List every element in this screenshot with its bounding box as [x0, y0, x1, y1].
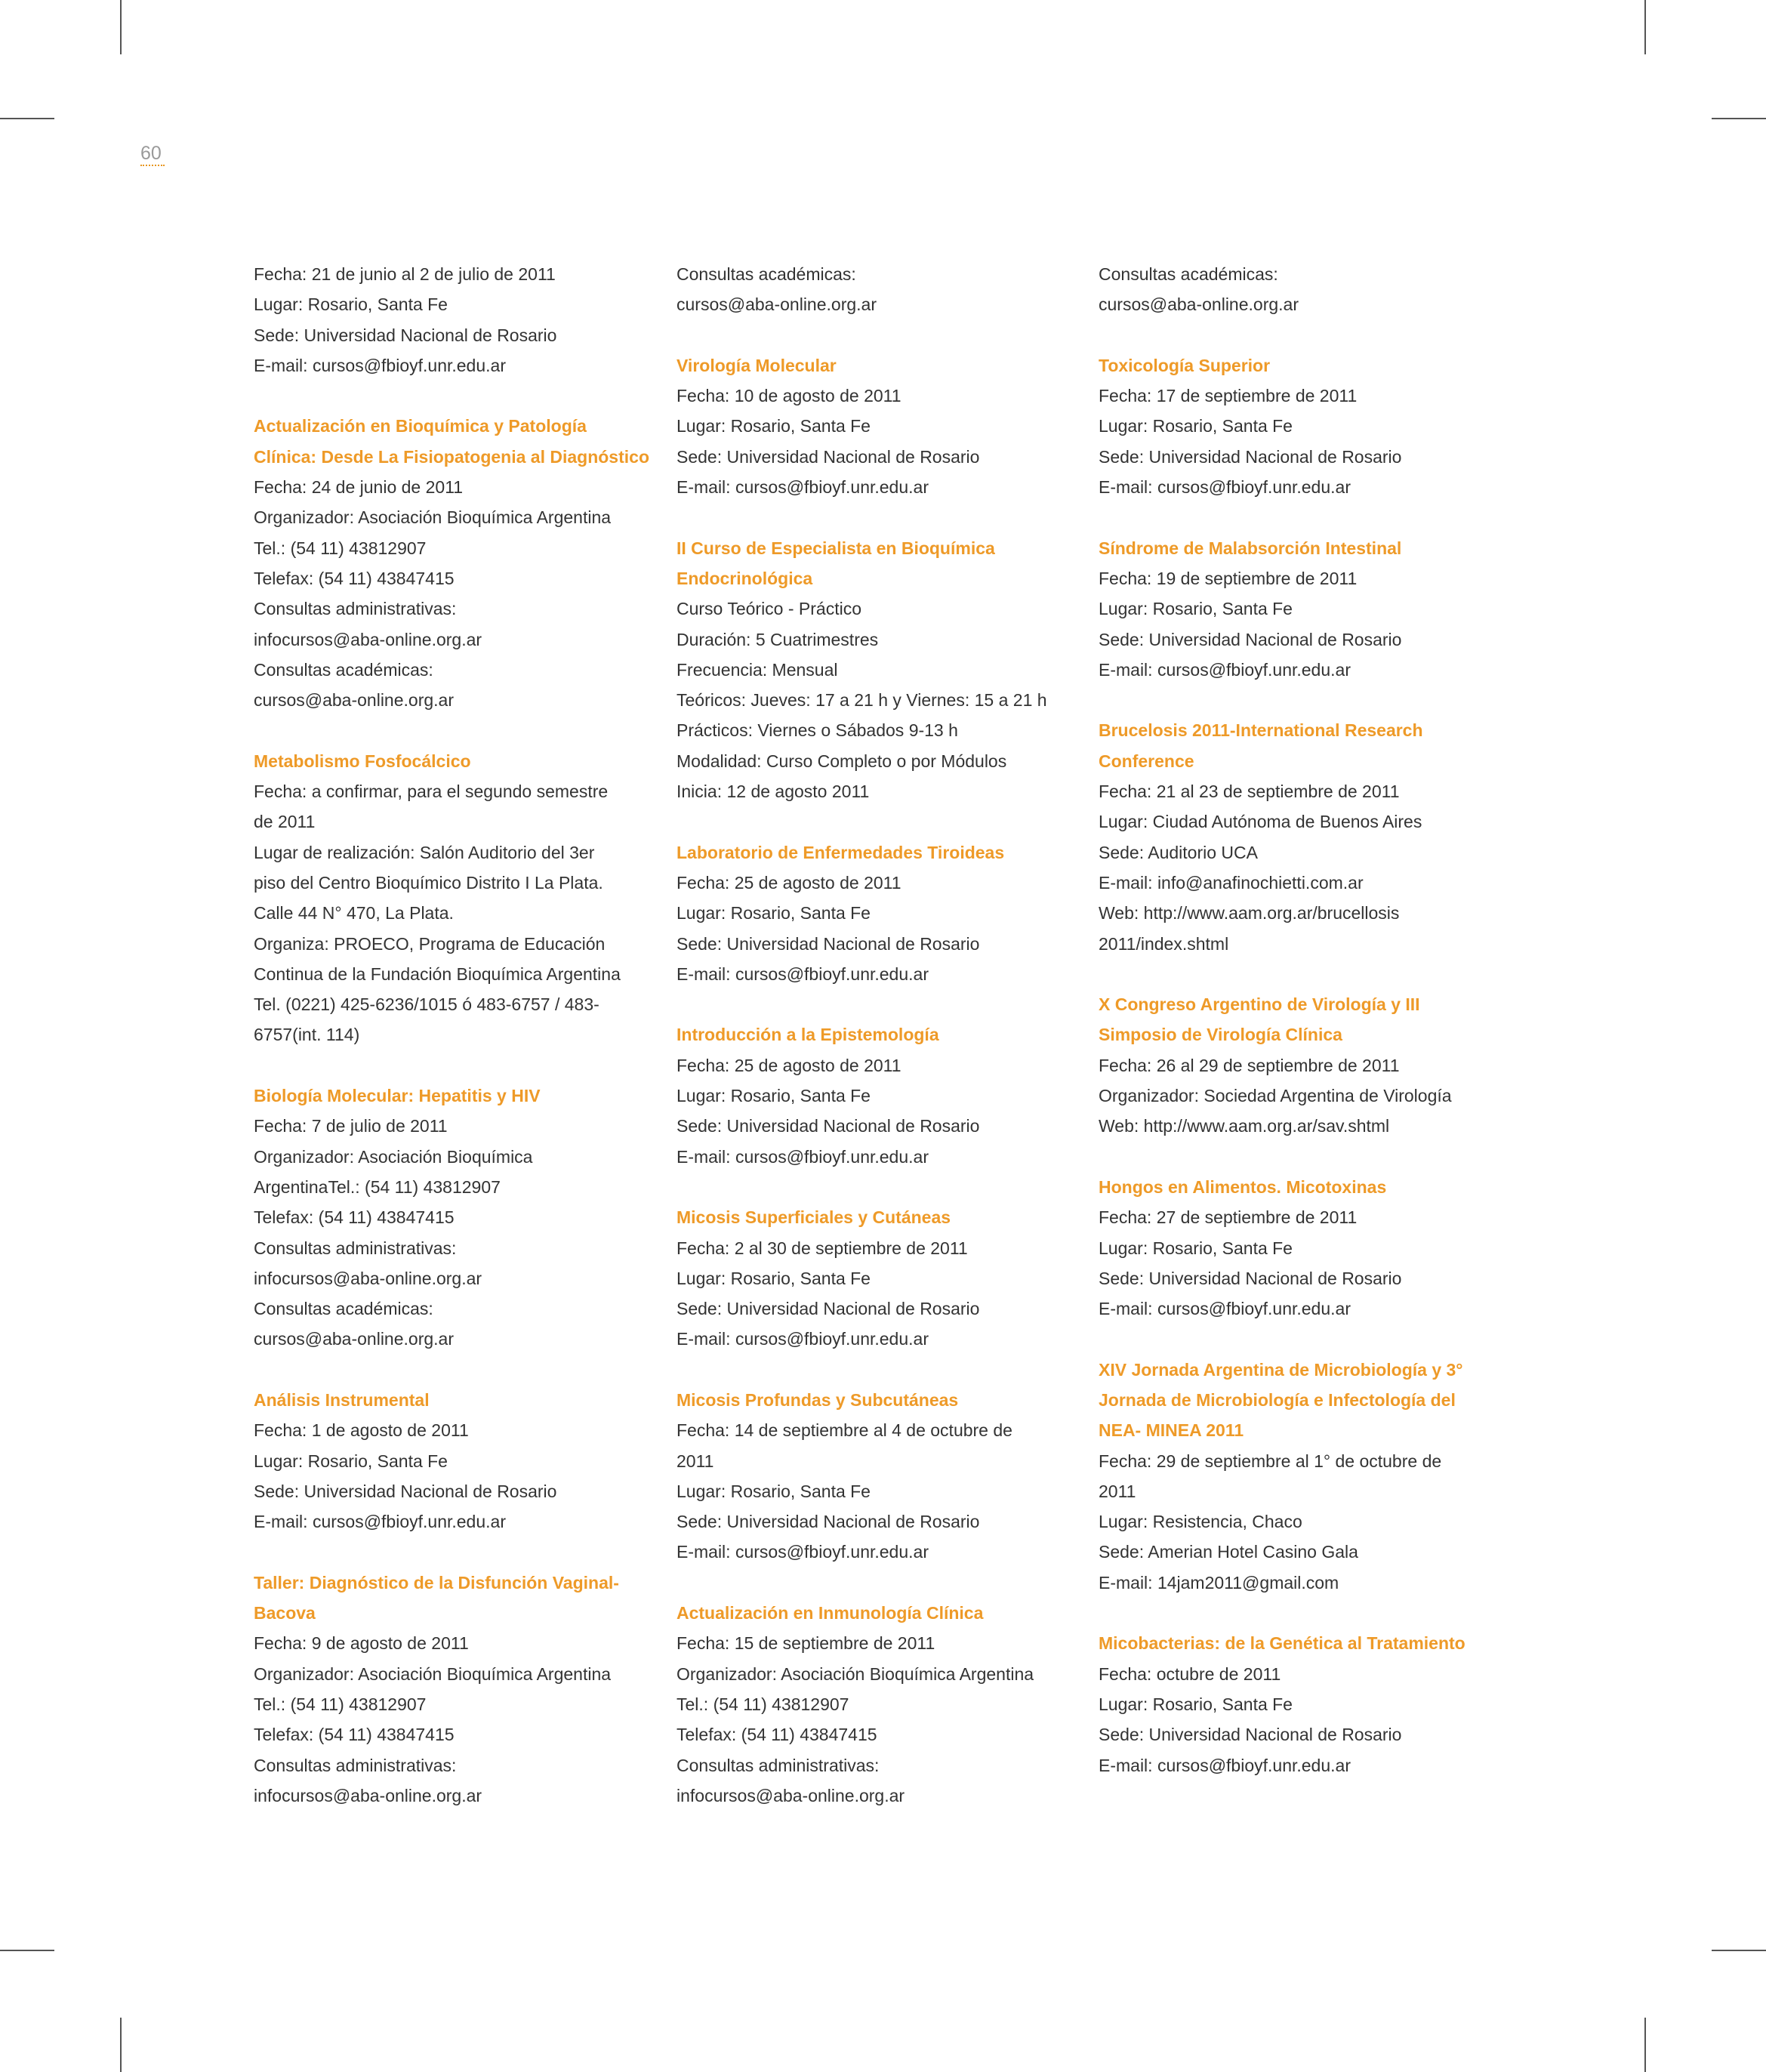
- block-spacer: [1099, 685, 1484, 715]
- block-spacer: [1099, 320, 1484, 350]
- event-detail: E-mail: cursos@fbioyf.unr.edu.ar: [677, 477, 929, 498]
- event-detail: Tel.: (54 11) 43812907: [254, 1694, 427, 1714]
- event-title: XIV Jornada Argentina de Microbiología y 3°: [1099, 1359, 1463, 1380]
- crop-mark-left-bottom: [0, 1950, 54, 1951]
- event-detail: Lugar: Rosario, Santa Fe: [254, 294, 448, 315]
- event-title: Jornada de Microbiología e Infectología del: [1099, 1389, 1456, 1410]
- event-detail: E-mail: cursos@fbioyf.unr.edu.ar: [1099, 1755, 1351, 1775]
- event-title: Biología Molecular: Hepatitis y HIV: [254, 1086, 541, 1106]
- event-detail: Tel.: (54 11) 43812907: [677, 1694, 849, 1714]
- event-detail: Fecha: 25 de agosto de 2011: [677, 1055, 901, 1075]
- crop-mark-bottom-left: [120, 2018, 122, 2072]
- event-title: Análisis Instrumental: [254, 1389, 430, 1410]
- event-detail: Fecha: 24 de junio de 2011: [254, 477, 464, 498]
- event-detail: Sede: Universidad Nacional de Rosario: [677, 933, 980, 954]
- event-title: Conference: [1099, 751, 1194, 771]
- event-detail: Consultas administrativas:: [254, 1755, 457, 1775]
- event-detail: E-mail: cursos@fbioyf.unr.edu.ar: [677, 1542, 929, 1562]
- event-detail: Sede: Universidad Nacional de Rosario: [677, 446, 980, 467]
- event-detail: infocursos@aba-online.org.ar: [677, 1785, 905, 1805]
- event-detail: Telefax: (54 11) 43847415: [677, 1725, 877, 1745]
- event-detail: Fecha: 17 de septiembre de 2011: [1099, 386, 1358, 406]
- event-detail: Fecha: 15 de septiembre de 2011: [677, 1633, 935, 1654]
- event-detail: Consultas académicas:: [254, 1299, 433, 1319]
- event-detail: infocursos@aba-online.org.ar: [254, 1268, 482, 1288]
- event-detail: E-mail: 14jam2011@gmail.com: [1099, 1572, 1339, 1593]
- event-detail: Sede: Universidad Nacional de Rosario: [1099, 446, 1402, 467]
- event-detail: Lugar: Resistencia, Chaco: [1099, 1512, 1302, 1532]
- event-detail: Organizador: Asociación Bioquímica: [254, 1146, 533, 1167]
- event-detail: Consultas administrativas:: [677, 1755, 880, 1775]
- event-detail: Telefax: (54 11) 43847415: [254, 1207, 455, 1228]
- event-detail: Fecha: 29 de septiembre al 1° de octubre de: [1099, 1451, 1442, 1471]
- crop-mark-right-top: [1712, 118, 1766, 119]
- event-detail: Fecha: 10 de agosto de 2011: [677, 386, 901, 406]
- event-detail: Fecha: 27 de septiembre de 2011: [1099, 1207, 1358, 1228]
- event-block: [1099, 1628, 1484, 1780]
- block-spacer: [677, 502, 1062, 532]
- event-title: Metabolismo Fosfocálcico: [254, 751, 471, 771]
- event-detail: Sede: Universidad Nacional de Rosario: [254, 1481, 557, 1501]
- event-title: Toxicología Superior: [1099, 355, 1271, 375]
- event-detail: Fecha: 7 de julio de 2011: [254, 1116, 448, 1136]
- event-detail: Fecha: 25 de agosto de 2011: [677, 872, 901, 893]
- event-detail: Prácticos: Viernes o Sábados 9-13 h: [677, 720, 958, 741]
- event-detail: Lugar de realización: Salón Auditorio del 3er: [254, 842, 595, 862]
- block-spacer: [254, 715, 639, 745]
- block-spacer: [1099, 1324, 1484, 1354]
- block-spacer: [254, 1355, 639, 1385]
- event-detail: Lugar: Ciudad Autónoma de Buenos Aires: [1099, 812, 1422, 832]
- event-detail: Telefax: (54 11) 43847415: [254, 1725, 455, 1745]
- event-detail: ArgentinaTel.: (54 11) 43812907: [254, 1176, 501, 1197]
- event-title: Introducción a la Epistemología: [677, 1025, 939, 1045]
- block-spacer: [1099, 1142, 1484, 1172]
- event-detail: Fecha: 2 al 30 de septiembre de 2011: [677, 1238, 968, 1258]
- event-block: [1099, 350, 1484, 502]
- event-detail: piso del Centro Bioquímico Distrito I La Plata.: [254, 872, 603, 893]
- crop-mark-right-bottom: [1712, 1950, 1766, 1951]
- event-detail: Lugar: Rosario, Santa Fe: [254, 1451, 448, 1471]
- event-detail: Sede: Auditorio UCA: [1099, 842, 1258, 862]
- event-block: [254, 1385, 639, 1537]
- event-title: NEA- MINEA 2011: [1099, 1420, 1244, 1441]
- event-block: [677, 259, 1062, 320]
- event-detail: 2011/index.shtml: [1099, 933, 1229, 954]
- event-detail: Consultas administrativas:: [254, 599, 457, 619]
- event-detail: Sede: Universidad Nacional de Rosario: [254, 325, 557, 345]
- event-title: Taller: Diagnóstico de la Disfunción Vaginal-: [254, 1572, 619, 1593]
- event-block: [677, 533, 1062, 807]
- event-detail: Fecha: octubre de 2011: [1099, 1663, 1281, 1684]
- event-detail: E-mail: cursos@fbioyf.unr.edu.ar: [254, 1512, 506, 1532]
- event-block: [677, 1202, 1062, 1354]
- column-2: [677, 259, 1062, 1811]
- event-block: [1099, 1172, 1484, 1324]
- event-detail: infocursos@aba-online.org.ar: [254, 629, 482, 649]
- event-detail: E-mail: cursos@fbioyf.unr.edu.ar: [677, 1146, 929, 1167]
- event-detail: Modalidad: Curso Completo o por Módulos: [677, 751, 1007, 771]
- event-detail: Continua de la Fundación Bioquímica Argentina: [254, 964, 621, 984]
- event-block: [677, 1385, 1062, 1568]
- event-detail: Fecha: 9 de agosto de 2011: [254, 1633, 469, 1654]
- event-detail: Web: http://www.aam.org.ar/sav.shtml: [1099, 1116, 1390, 1136]
- crop-mark-top-left: [120, 0, 122, 54]
- event-detail: Calle 44 N° 470, La Plata.: [254, 903, 454, 923]
- block-spacer: [254, 1537, 639, 1567]
- event-detail: Lugar: Rosario, Santa Fe: [677, 1268, 871, 1288]
- column-3: [1099, 259, 1484, 1781]
- event-detail: Sede: Amerian Hotel Casino Gala: [1099, 1542, 1358, 1562]
- event-detail: Lugar: Rosario, Santa Fe: [1099, 1238, 1293, 1258]
- event-detail: E-mail: info@anafinochietti.com.ar: [1099, 872, 1364, 893]
- block-spacer: [254, 381, 639, 411]
- event-title: Bacova: [254, 1603, 316, 1623]
- event-title: X Congreso Argentino de Virología y III: [1099, 994, 1420, 1015]
- event-detail: Duración: 5 Cuatrimestres: [677, 629, 879, 649]
- event-detail: Fecha: a confirmar, para el segundo semestre: [254, 782, 609, 802]
- event-detail: Fecha: 21 de junio al 2 de julio de 2011: [254, 264, 556, 284]
- block-spacer: [254, 1050, 639, 1081]
- event-title: Síndrome de Malabsorción Intestinal: [1099, 538, 1402, 558]
- event-detail: 2011: [1099, 1481, 1136, 1501]
- event-detail: Organiza: PROECO, Programa de Educación: [254, 933, 606, 954]
- event-detail: cursos@aba-online.org.ar: [254, 1329, 454, 1349]
- event-detail: Lugar: Rosario, Santa Fe: [677, 1481, 871, 1501]
- event-detail: Consultas académicas:: [1099, 264, 1278, 284]
- event-block: [1099, 1355, 1484, 1598]
- event-detail: Lugar: Rosario, Santa Fe: [1099, 416, 1293, 436]
- event-detail: Lugar: Rosario, Santa Fe: [677, 1086, 871, 1106]
- event-detail: cursos@aba-online.org.ar: [1099, 294, 1299, 315]
- block-spacer: [677, 320, 1062, 350]
- event-detail: Sede: Universidad Nacional de Rosario: [677, 1299, 980, 1319]
- block-spacer: [677, 1355, 1062, 1385]
- event-title: Micosis Profundas y Subcutáneas: [677, 1389, 959, 1410]
- event-detail: Sede: Universidad Nacional de Rosario: [1099, 1268, 1402, 1288]
- event-block: [677, 1598, 1062, 1811]
- event-detail: Sede: Universidad Nacional de Rosario: [677, 1512, 980, 1532]
- event-detail: E-mail: cursos@fbioyf.unr.edu.ar: [1099, 659, 1351, 680]
- crop-mark-bottom-right: [1644, 2018, 1646, 2072]
- event-detail: E-mail: cursos@fbioyf.unr.edu.ar: [677, 1329, 929, 1349]
- event-detail: Fecha: 14 de septiembre al 4 de octubre de: [677, 1420, 1012, 1441]
- block-spacer: [1099, 1598, 1484, 1628]
- event-title: Micosis Superficiales y Cutáneas: [677, 1207, 951, 1228]
- event-detail: Tel.: (54 11) 43812907: [254, 538, 427, 558]
- event-detail: E-mail: cursos@fbioyf.unr.edu.ar: [1099, 1299, 1351, 1319]
- event-block: [1099, 533, 1484, 685]
- event-title: Simposio de Virología Clínica: [1099, 1025, 1342, 1045]
- event-detail: Sede: Universidad Nacional de Rosario: [677, 1116, 980, 1136]
- block-spacer: [677, 806, 1062, 837]
- event-detail: Tel. (0221) 425-6236/1015 ó 483-6757 / 483-: [254, 994, 599, 1015]
- event-detail: Sede: Universidad Nacional de Rosario: [1099, 629, 1402, 649]
- page-number: 60: [140, 142, 165, 166]
- event-detail: Consultas académicas:: [254, 659, 433, 680]
- block-spacer: [677, 1172, 1062, 1202]
- event-detail: Fecha: 21 al 23 de septiembre de 2011: [1099, 782, 1400, 802]
- event-detail: Curso Teórico - Práctico: [677, 599, 861, 619]
- event-block: [254, 746, 639, 1050]
- event-title: Brucelosis 2011-International Research: [1099, 720, 1423, 741]
- event-title: Clínica: Desde La Fisiopatogenia al Diagnóstico: [254, 446, 649, 467]
- event-detail: de 2011: [254, 812, 316, 832]
- event-block: [1099, 259, 1484, 320]
- event-detail: Inicia: 12 de agosto 2011: [677, 782, 870, 802]
- block-spacer: [677, 1568, 1062, 1598]
- event-detail: E-mail: cursos@fbioyf.unr.edu.ar: [677, 964, 929, 984]
- event-title: Endocrinológica: [677, 568, 813, 588]
- block-spacer: [1099, 502, 1484, 532]
- event-detail: Lugar: Rosario, Santa Fe: [1099, 1694, 1293, 1714]
- event-detail: Organizador: Asociación Bioquímica Argentina: [254, 507, 612, 528]
- event-title: Micobacterias: de la Genética al Tratamiento: [1099, 1633, 1466, 1654]
- event-detail: Frecuencia: Mensual: [677, 659, 838, 680]
- event-block: [1099, 715, 1484, 958]
- event-detail: Lugar: Rosario, Santa Fe: [1099, 599, 1293, 619]
- event-detail: Web: http://www.aam.org.ar/brucellosis: [1099, 903, 1400, 923]
- event-detail: Fecha: 19 de septiembre de 2011: [1099, 568, 1358, 588]
- event-detail: Lugar: Rosario, Santa Fe: [677, 903, 871, 923]
- event-detail: Fecha: 26 al 29 de septiembre de 2011: [1099, 1055, 1400, 1075]
- event-block: [677, 350, 1062, 502]
- event-detail: Organizador: Asociación Bioquímica Argentina: [677, 1663, 1034, 1684]
- crop-mark-left-top: [0, 118, 54, 119]
- event-detail: Telefax: (54 11) 43847415: [254, 568, 455, 588]
- block-spacer: [677, 989, 1062, 1019]
- event-detail: Sede: Universidad Nacional de Rosario: [1099, 1725, 1402, 1745]
- crop-mark-top-right: [1644, 0, 1646, 54]
- event-detail: E-mail: cursos@fbioyf.unr.edu.ar: [1099, 477, 1351, 498]
- event-block: [254, 259, 639, 381]
- event-detail: cursos@aba-online.org.ar: [677, 294, 877, 315]
- event-detail: E-mail: cursos@fbioyf.unr.edu.ar: [254, 355, 506, 375]
- event-title: II Curso de Especialista en Bioquímica: [677, 538, 995, 558]
- event-title: Hongos en Alimentos. Micotoxinas: [1099, 1176, 1387, 1197]
- event-detail: Organizador: Asociación Bioquímica Argentina: [254, 1663, 612, 1684]
- event-title: Actualización en Inmunología Clínica: [677, 1603, 984, 1623]
- event-detail: Organizador: Sociedad Argentina de Virología: [1099, 1086, 1452, 1106]
- event-block: [677, 1019, 1062, 1171]
- event-detail: Consultas académicas:: [677, 264, 856, 284]
- event-detail: Teóricos: Jueves: 17 a 21 h y Viernes: 15 a 21 h: [677, 690, 1047, 711]
- event-block: [254, 1568, 639, 1811]
- block-spacer: [1099, 959, 1484, 989]
- event-title: Actualización en Bioquímica y Patología: [254, 416, 587, 436]
- column-1: [254, 259, 649, 1811]
- event-block: [1099, 989, 1484, 1141]
- event-detail: cursos@aba-online.org.ar: [254, 690, 454, 711]
- event-detail: 2011: [677, 1451, 714, 1471]
- event-detail: Lugar: Rosario, Santa Fe: [677, 416, 871, 436]
- event-detail: Fecha: 1 de agosto de 2011: [254, 1420, 469, 1441]
- event-title: Virología Molecular: [677, 355, 837, 375]
- event-detail: infocursos@aba-online.org.ar: [254, 1785, 482, 1805]
- event-block: [254, 411, 649, 715]
- event-block: [254, 1081, 639, 1355]
- event-detail: Consultas administrativas:: [254, 1238, 457, 1258]
- event-title: Laboratorio de Enfermedades Tiroideas: [677, 842, 1005, 862]
- event-detail: 6757(int. 114): [254, 1025, 360, 1045]
- event-block: [677, 837, 1062, 989]
